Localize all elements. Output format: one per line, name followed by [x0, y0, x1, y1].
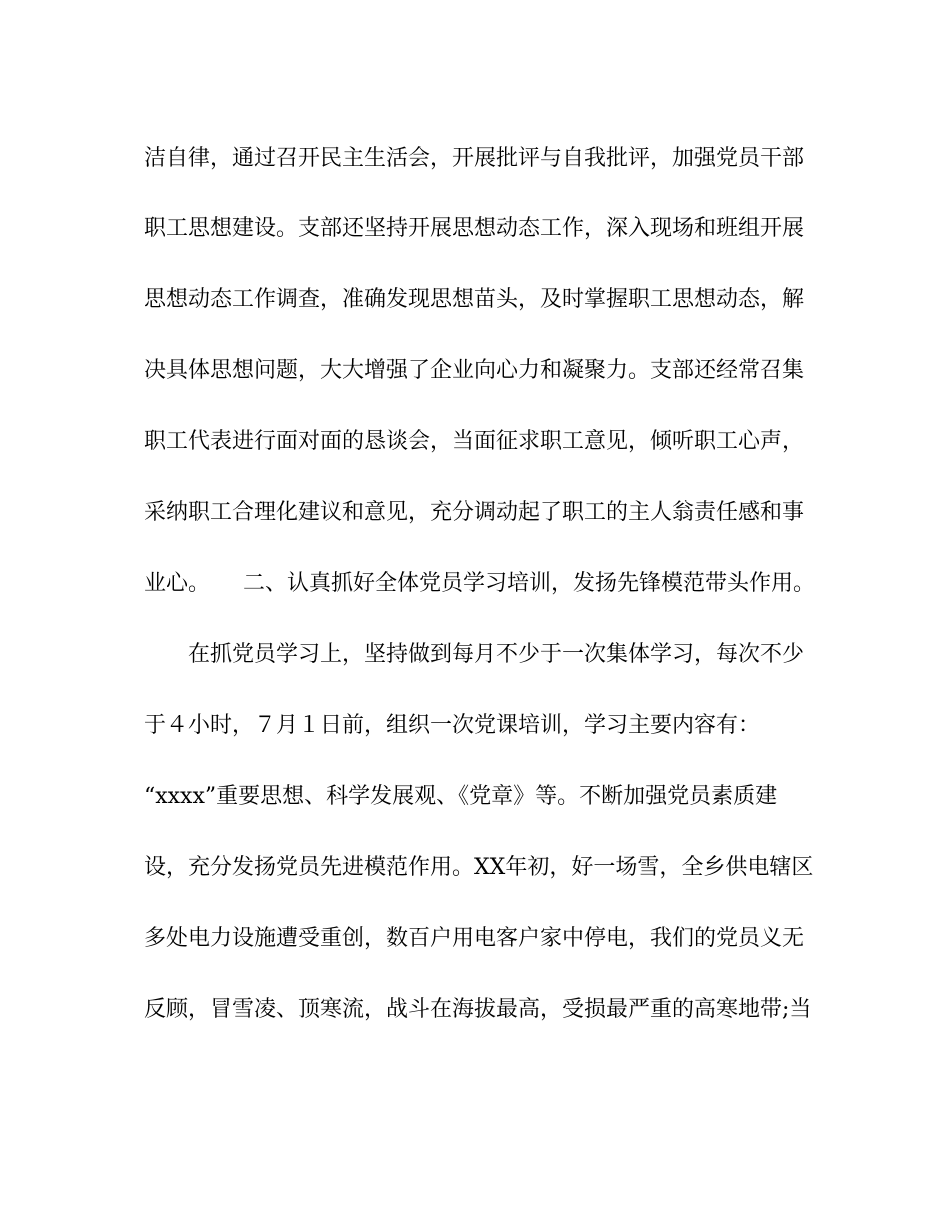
text-line: 设，充分发扬党员先进模范作用。XX年初，好一场雪，全乡供电辖区 [144, 855, 814, 880]
text-line: “xxxx”重要思想、科学发展观、《党章》等。不断加强党员素质建 [144, 784, 778, 809]
text-line: 决具体思想问题，大大增强了企业向心力和凝聚力。支部还经常召集 [144, 358, 805, 383]
text-line: 于４小时，７月１日前，组织一次党课培训，学习主要内容有： [144, 713, 761, 738]
text-line: 思想动态工作调查，准确发现思想苗头，及时掌握职工思想动态，解 [144, 287, 805, 312]
text-line: 职工代表进行面对面的恳谈会，当面征求职工意见，倾听职工心声， [144, 429, 805, 454]
text-line: 职工思想建设。支部还坚持开展思想动态工作，深入现场和班组开展 [144, 216, 805, 241]
text-line: 反顾，冒雪凌、顶寒流，战斗在海拔最高，受损最严重的高寒地带;当 [144, 997, 812, 1022]
text-line: 业心。 二、认真抓好全体党员学习培训，发扬先锋模范带头作用。 [144, 571, 816, 596]
text-line: 多处电力设施遭受重创，数百户用电客户家中停电，我们的党员义无 [144, 926, 805, 951]
text-line: 采纳职工合理化建议和意见，充分调动起了职工的主人翁责任感和事 [144, 500, 805, 525]
text-line: 洁自律，通过召开民主生活会，开展批评与自我批评，加强党员干部 [144, 146, 805, 171]
text-line: 在抓党员学习上，坚持做到每月不少于一次集体学习，每次不少 [144, 642, 805, 667]
